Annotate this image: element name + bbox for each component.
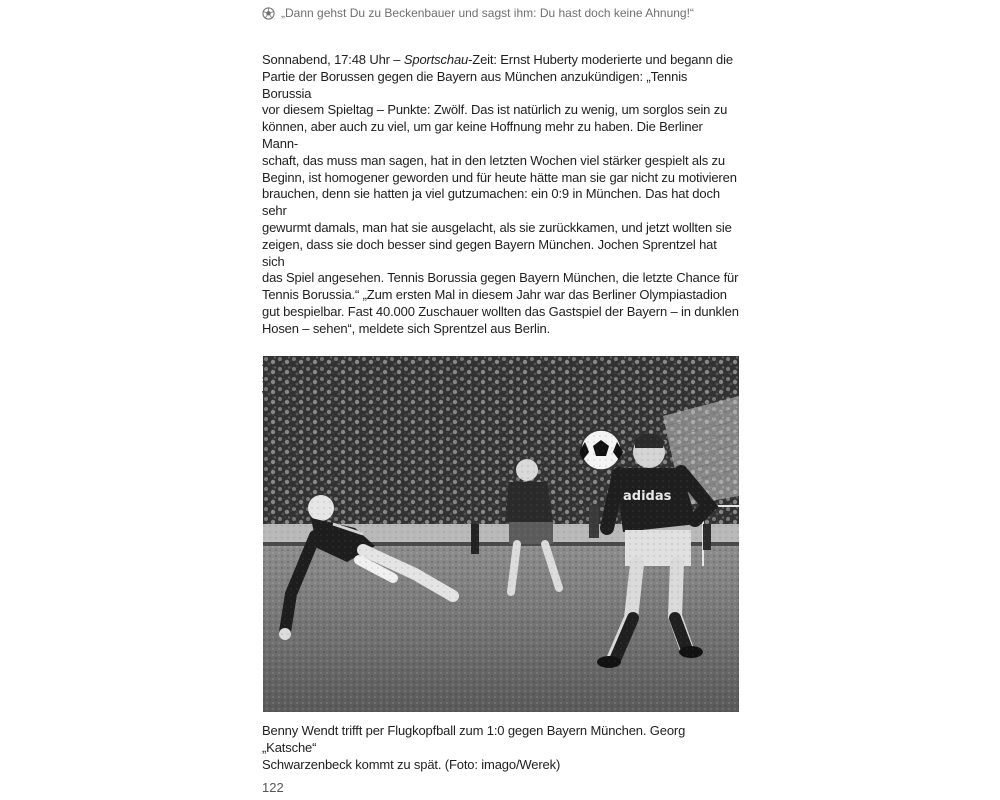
football-icon [262, 7, 275, 20]
paragraph-1-text: -Zeit: Ernst Huberty moderierte und begann die Partie der Borussen gegen die Bayern aus München anzukündigen: „Tennis Borussia vor diesem Spieltag – Punkte: Zwölf. Das ist natürlich zu wenig, um sorglos sein zu können, aber auch zu viel, um gar keine Hoffnung mehr zu haben. Die Berliner Mann- schaft, das muss man sagen, hat in den letzten Wochen viel stärker gespielt als zu Beginn, ist homogener geworden und für heute hätte man sie gar nicht zu motivieren brauchen, denn sie hatten ja viel gutzumachen: ein 0:9 in München. Das hat doch sehr gewurmt damals, man hat sie ausgelacht, als sie zurückkamen, und jetzt wollten sie zeigen, dass sie doch besser sind gegen Bayern München. Jochen Sprentzel hat sich das Spiel angesehen. Tennis Borussia gegen Bayern München, die letzte Chance für Tennis Borussia.“ „Zum ersten Mal in diesem Jahr war das Berliner Olympiastadion gut bespielbar. Fast 40.000 Zuschauer wollten das Gastspiel der Bayern – in dunklen Hosen – sehen“, meldete sich Sprentzel aus Berlin. [262, 52, 739, 336]
page-number: 122 [262, 780, 284, 795]
running-head [262, 4, 694, 22]
paragraph-1 [262, 52, 740, 338]
match-photo-illustration [263, 356, 739, 712]
paragraph-1-lead: Sonnabend, 17:48 Uhr – [262, 52, 404, 67]
running-head-text: „Dann gehst Du zu Beckenbauer und sagst ihm: Du hast doch keine Ahnung!“ [281, 6, 694, 20]
sportschau-emphasis: Sportschau [403, 52, 469, 67]
photo-caption: Benny Wendt trifft per Flugkopfball zum 1:0 gegen Bayern München. Georg „Katsche“ Schwarzenbeck kommt zu spät. (Foto: imago/Werek) [262, 723, 686, 772]
match-photo [263, 356, 739, 712]
body-text [262, 52, 740, 405]
